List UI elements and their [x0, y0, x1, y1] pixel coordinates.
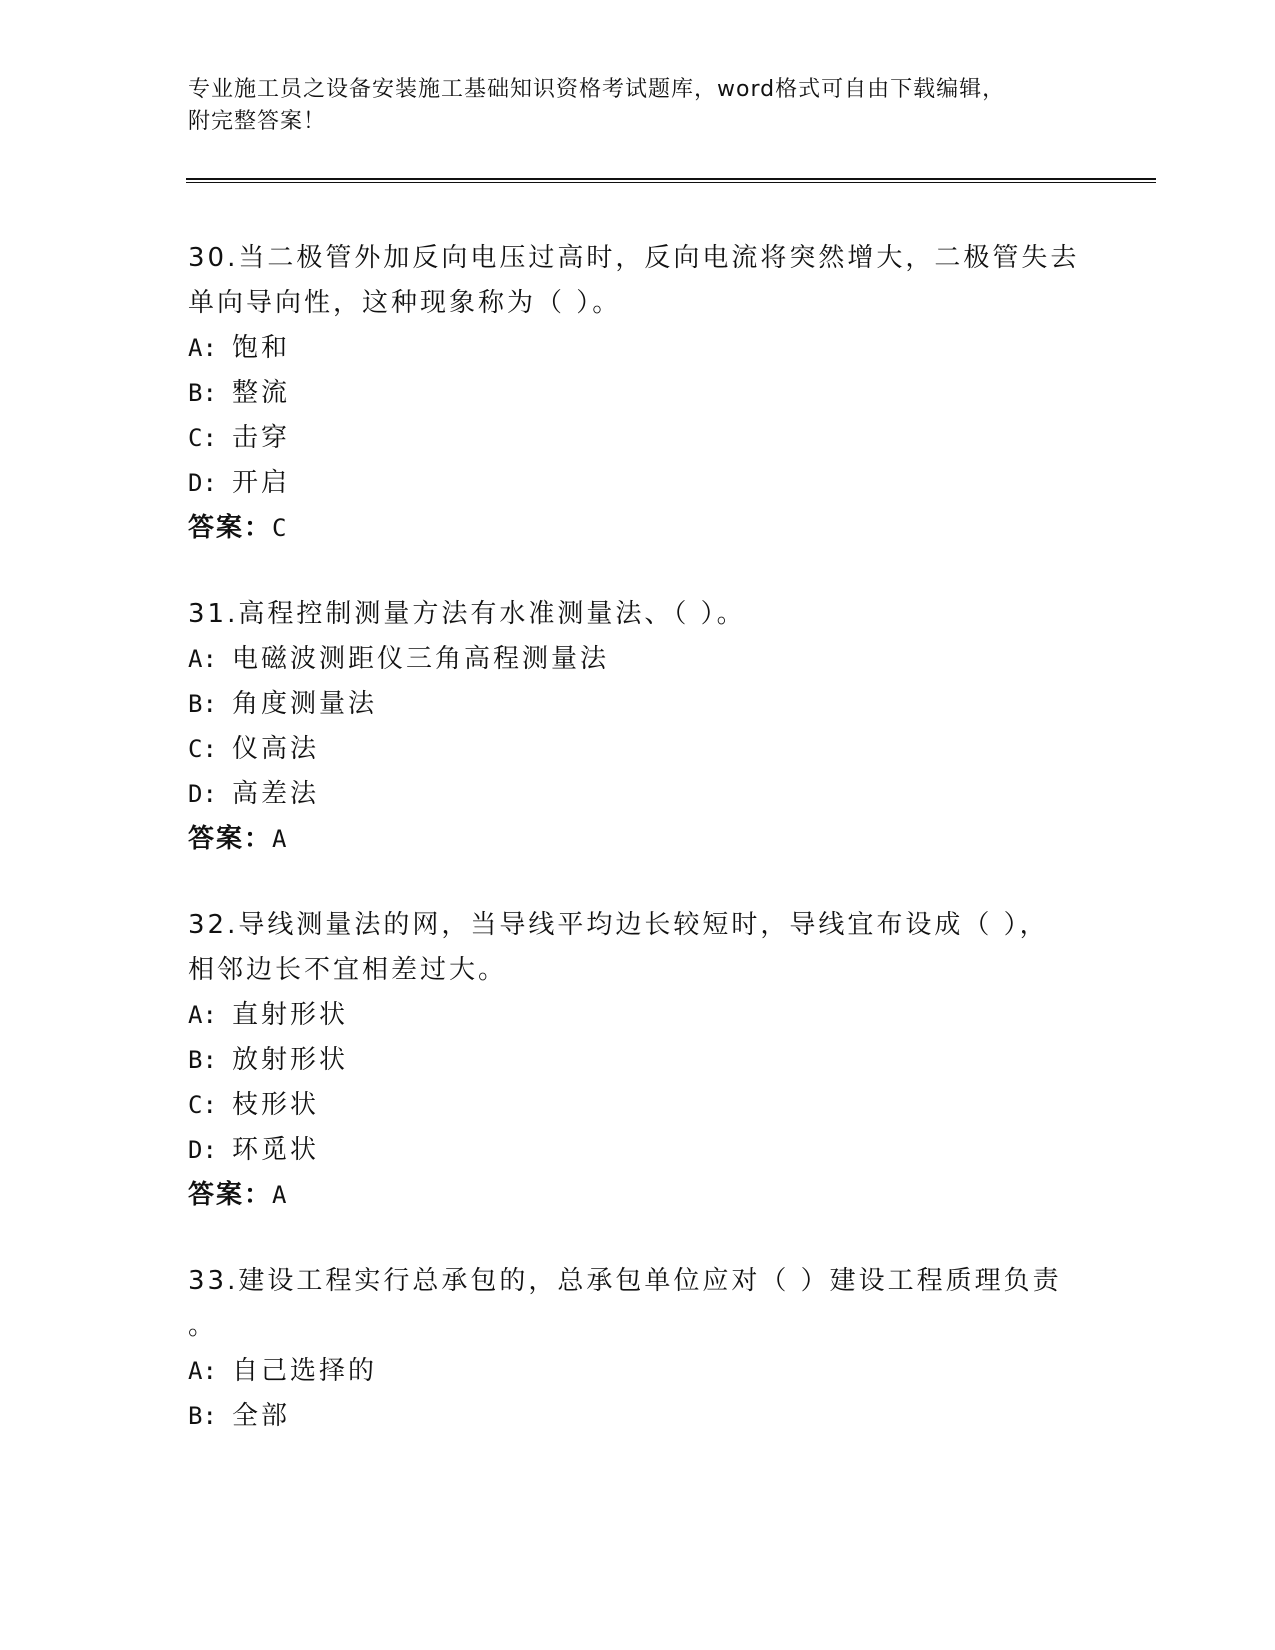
question-stem-line: 33.建设工程实行总承包的，总承包单位应对（ ）建设工程质理负责 — [188, 1266, 1062, 1296]
header-line-2: 附完整答案！ — [188, 109, 327, 134]
option-a — [188, 1349, 1088, 1394]
question-31 — [188, 592, 1088, 862]
option-text: 饱和 — [232, 333, 291, 363]
option-text: 全部 — [232, 1401, 291, 1431]
question-32 — [188, 903, 1088, 1218]
question-stem-line: 30.当二极管外加反向电压过高时，反向电流将突然增大，二极管失去 — [188, 243, 1080, 273]
option-b — [188, 1394, 1088, 1439]
option-letter: B: — [188, 690, 217, 718]
option-letter: B: — [188, 1402, 217, 1430]
option-c — [188, 1083, 1088, 1128]
option-letter: D: — [188, 469, 217, 497]
option-text: 开启 — [232, 468, 291, 498]
question-stem-line: 单向导向性，这种现象称为（ ）。 — [188, 288, 622, 318]
answer-line — [188, 1173, 1088, 1218]
option-b — [188, 371, 1088, 416]
question-stem-line: 31.高程控制测量方法有水准测量法、（ ）。 — [188, 599, 746, 629]
header-line-1: 专业施工员之设备安装施工基础知识资格考试题库，word格式可自由下载编辑， — [188, 77, 1006, 102]
page-header — [188, 74, 1088, 138]
question-stem-line: 相邻边长不宜相差过大。 — [188, 955, 508, 985]
option-letter: B: — [188, 1046, 217, 1074]
option-a — [188, 326, 1088, 371]
answer-value: C — [272, 514, 289, 542]
option-d — [188, 461, 1088, 506]
answer-value: A — [272, 825, 289, 853]
answer-line — [188, 506, 1088, 551]
option-letter: A: — [188, 1001, 217, 1029]
option-d — [188, 1128, 1088, 1173]
option-letter: C: — [188, 735, 217, 763]
header-divider — [186, 178, 1156, 183]
option-a — [188, 993, 1088, 1038]
option-text: 仪高法 — [232, 734, 320, 764]
option-c — [188, 416, 1088, 461]
option-text: 击穿 — [232, 423, 291, 453]
option-letter: D: — [188, 780, 217, 808]
answer-label: 答案： — [188, 1180, 273, 1210]
option-text: 枝形状 — [232, 1090, 320, 1120]
answer-value: A — [272, 1181, 289, 1209]
option-text: 环觅状 — [232, 1135, 320, 1165]
option-letter: B: — [188, 379, 217, 407]
option-letter: C: — [188, 424, 217, 452]
option-text: 直射形状 — [232, 1000, 349, 1030]
option-c — [188, 727, 1088, 772]
option-text: 角度测量法 — [232, 689, 378, 719]
question-stem-line: 。 — [188, 1311, 218, 1341]
option-text: 整流 — [232, 378, 291, 408]
question-stem-line: 32.导线测量法的网，当导线平均边长较短时，导线宜布设成（ ）， — [188, 910, 1049, 940]
option-a — [188, 637, 1088, 682]
answer-label: 答案： — [188, 513, 273, 543]
option-text: 电磁波测距仪三角高程测量法 — [232, 644, 610, 674]
option-letter: A: — [188, 1357, 217, 1385]
option-text: 高差法 — [232, 779, 320, 809]
question-33 — [188, 1259, 1088, 1439]
option-letter: C: — [188, 1091, 217, 1119]
option-b — [188, 682, 1088, 727]
question-30 — [188, 236, 1088, 551]
option-letter: D: — [188, 1136, 217, 1164]
option-text: 自己选择的 — [232, 1356, 378, 1386]
question-list — [188, 236, 1088, 1480]
answer-label: 答案： — [188, 824, 273, 854]
option-letter: A: — [188, 645, 217, 673]
option-text: 放射形状 — [232, 1045, 349, 1075]
answer-line — [188, 817, 1088, 862]
option-b — [188, 1038, 1088, 1083]
option-letter: A: — [188, 334, 217, 362]
option-d — [188, 772, 1088, 817]
